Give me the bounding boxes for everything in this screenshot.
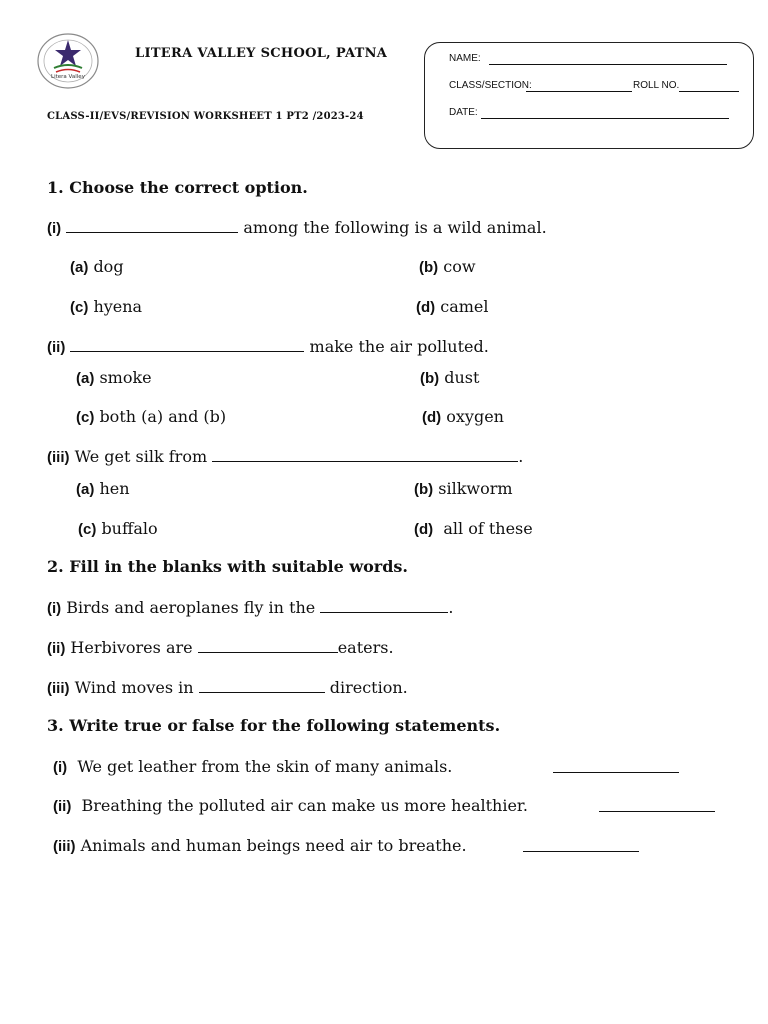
question-number: (iii) [53, 838, 76, 855]
option-text: hyena [93, 297, 143, 316]
s1-q3-option-c[interactable] [78, 519, 158, 538]
question-text: Birds and aeroplanes fly in the [66, 598, 316, 617]
question-text: Breathing the polluted air can make us more healthier. [81, 796, 528, 815]
answer-blank[interactable] [199, 678, 325, 693]
answer-blank[interactable] [212, 447, 518, 462]
option-text: cow [443, 257, 476, 276]
school-logo [36, 32, 100, 90]
s1-q2-option-a[interactable] [76, 368, 152, 387]
answer-blank[interactable] [66, 218, 238, 233]
option-text: both (a) and (b) [99, 407, 227, 426]
question-end: . [518, 447, 524, 466]
school-name: LITERA VALLEY SCHOOL, PATNA [135, 46, 388, 61]
section3-title: 3. Write true or false for the following statements. [47, 716, 501, 735]
s2-question-2 [47, 638, 394, 657]
question-number: (ii) [47, 640, 66, 657]
option-label: (b) [419, 259, 439, 276]
question-number: (iii) [47, 449, 70, 466]
question-text: among the following is a wild animal. [243, 218, 547, 237]
section2-title: 2. Fill in the blanks with suitable words. [47, 557, 408, 576]
question-text: Wind moves in [74, 678, 194, 697]
question-number: (i) [53, 759, 68, 776]
option-label: (b) [420, 370, 440, 387]
worksheet-subtitle: CLASS-II/EVS/REVISION WORKSHEET 1 PT2 /2023-24 [47, 111, 364, 122]
option-text: silkworm [438, 479, 513, 498]
option-text: hen [99, 479, 130, 498]
question-number: (i) [47, 220, 62, 237]
question-text: Animals and human beings need air to breathe. [80, 836, 467, 855]
option-text: oxygen [446, 407, 504, 426]
option-label: (d) [416, 299, 436, 316]
s1-question-1 [47, 218, 547, 237]
name-label: NAME: [449, 53, 481, 64]
question-end: eaters. [337, 638, 394, 657]
option-label: (d) [414, 521, 434, 538]
option-text: all of these [443, 519, 533, 538]
student-info-box [424, 42, 754, 149]
s3-q2-answer-blank[interactable] [599, 797, 715, 816]
s3-q1-answer-blank[interactable] [553, 758, 679, 777]
option-label: (a) [70, 259, 89, 276]
date-field[interactable] [481, 118, 729, 119]
option-text: camel [440, 297, 489, 316]
option-label: (c) [78, 521, 97, 538]
s2-question-3 [47, 678, 408, 697]
s1-q1-option-c[interactable] [70, 297, 142, 316]
s3-question-2 [53, 796, 528, 815]
s1-question-2 [47, 337, 489, 356]
question-end: direction. [329, 678, 408, 697]
option-label: (b) [414, 481, 434, 498]
s1-q2-option-c[interactable] [76, 407, 226, 426]
s3-q3-answer-blank[interactable] [523, 837, 639, 856]
class-section-field[interactable] [526, 91, 632, 92]
svg-text:Litera Valley: Litera Valley [51, 74, 85, 80]
s1-q3-option-a[interactable] [76, 479, 130, 498]
option-label: (a) [76, 481, 95, 498]
question-number: (i) [47, 600, 62, 617]
s1-q2-option-b[interactable] [420, 368, 479, 387]
roll-no-field[interactable] [679, 91, 739, 92]
question-number: (ii) [53, 798, 72, 815]
date-label: DATE: [449, 107, 478, 118]
section1-title: 1. Choose the correct option. [47, 178, 308, 197]
option-label: (d) [422, 409, 442, 426]
option-label: (c) [76, 409, 95, 426]
option-text: dog [93, 257, 124, 276]
option-label: (a) [76, 370, 95, 387]
option-text: buffalo [101, 519, 158, 538]
option-text: dust [444, 368, 480, 387]
question-text: We get leather from the skin of many animals. [77, 757, 453, 776]
question-end: . [448, 598, 454, 617]
s3-question-1 [53, 757, 452, 776]
roll-no-label: ROLL NO. [633, 80, 680, 91]
answer-blank[interactable] [320, 598, 448, 613]
s1-q2-option-d[interactable] [422, 407, 504, 426]
s1-q1-option-d[interactable] [416, 297, 489, 316]
s3-question-3 [53, 836, 467, 855]
answer-blank[interactable] [70, 337, 304, 352]
question-text: make the air polluted. [309, 337, 489, 356]
answer-blank[interactable] [198, 638, 338, 653]
s2-question-1 [47, 598, 453, 617]
question-text: Herbivores are [70, 638, 193, 657]
question-number: (ii) [47, 339, 66, 356]
option-text: smoke [99, 368, 152, 387]
s1-q3-option-d[interactable] [414, 519, 533, 538]
s1-question-3 [47, 447, 523, 466]
class-section-label: CLASS/SECTION: [449, 80, 532, 91]
question-number: (iii) [47, 680, 70, 697]
s1-q1-option-a[interactable] [70, 257, 124, 276]
s1-q1-option-b[interactable] [419, 257, 476, 276]
name-field[interactable] [489, 64, 727, 65]
option-label: (c) [70, 299, 89, 316]
question-text: We get silk from [74, 447, 208, 466]
s1-q3-option-b[interactable] [414, 479, 513, 498]
